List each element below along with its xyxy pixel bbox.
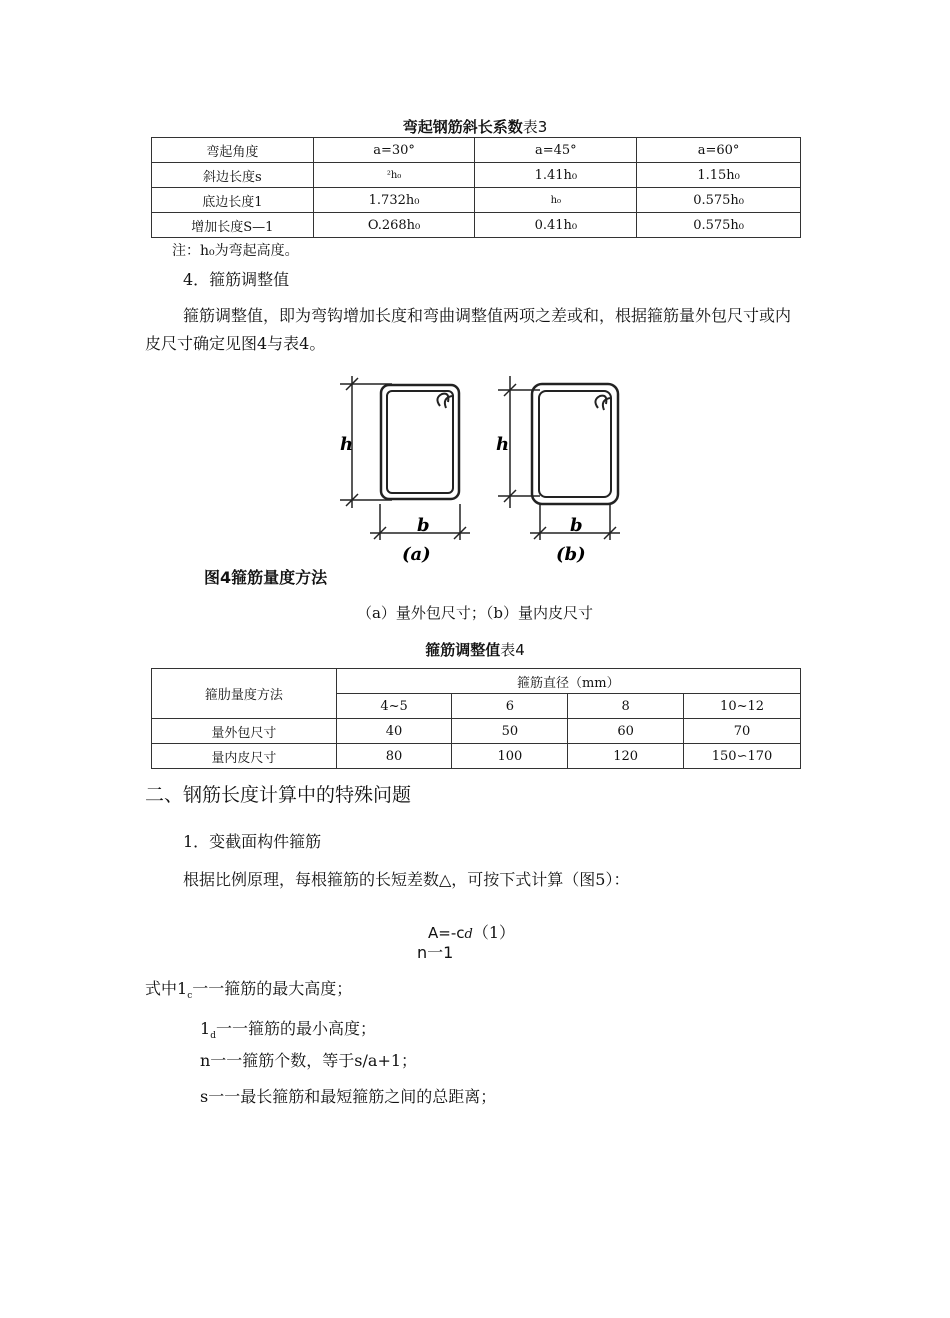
- section4-heading: 4．箍筋调整值: [183, 270, 290, 289]
- table-row: 量外包尺寸 40 50 60 70: [152, 719, 801, 744]
- label-a: (a): [402, 544, 431, 565]
- table4-title: 箍筋调整值表4: [425, 641, 525, 659]
- table3-note: 注：h₀为弯起高度。: [172, 243, 299, 259]
- label-b-b: b: [570, 515, 583, 536]
- section2-heading: 二、钢筋长度计算中的特殊问题: [145, 784, 412, 806]
- label-h-a: h: [340, 434, 354, 455]
- formula-bottom: n一1: [417, 943, 454, 962]
- table3-title: 弯起钢筋斜长系数表3: [402, 118, 548, 136]
- definition-n: n一一箍筋个数，等于s/a+1；: [200, 1051, 418, 1070]
- definition-ld: $1_d$一一箍筋的最小高度；: [200, 1019, 376, 1042]
- label-h-b: h: [496, 434, 510, 455]
- section4-paragraph: 箍筋调整值，即为弯钩增加长度和弯曲调整值两项之差或和，根据箍筋量外包尺寸或内皮尺寸确定见图4与表4。: [145, 306, 792, 353]
- table-row: 弯起角度 a=30° a=45° a=60°: [152, 138, 801, 163]
- table-row: 斜边长度s ²h₀ 1.41h₀ 1.15h₀: [152, 163, 801, 188]
- figure4-diagram: [320, 368, 630, 570]
- section2-paragraph: 根据比例原理，每根箍筋的长短差数△，可按下式计算（图5）：: [183, 870, 630, 889]
- figure4-subcaption: （a）量外包尺寸；（b）量内皮尺寸: [356, 604, 594, 622]
- label-b-a: b: [417, 515, 430, 536]
- formula-top: A=-cd（1）: [428, 923, 516, 942]
- table-row: 量内皮尺寸 80 100 120 150∽170: [152, 744, 801, 769]
- table-row: 底边长度1 1.732h₀ h₀ 0.575h₀: [152, 188, 801, 213]
- table4: [151, 668, 801, 769]
- figure4-caption: 图4箍筋量度方法: [204, 568, 328, 587]
- section2-sub1: 1．变截面构件箍筋: [183, 832, 322, 851]
- definition-lc: 式中$1_c$一一箍筋的最大高度；: [145, 979, 353, 1002]
- table-row: 4~5 6 8 10~12: [152, 694, 801, 719]
- table-row: 箍肋量度方法 箍筋直径（mm）: [152, 669, 801, 694]
- table-row: 增加长度S—1 O.268h₀ 0.41h₀ 0.575h₀: [152, 213, 801, 238]
- table3: [151, 137, 801, 238]
- definition-s: s一一最长箍筋和最短箍筋之间的总距离；: [200, 1087, 497, 1106]
- label-b: (b): [556, 544, 586, 565]
